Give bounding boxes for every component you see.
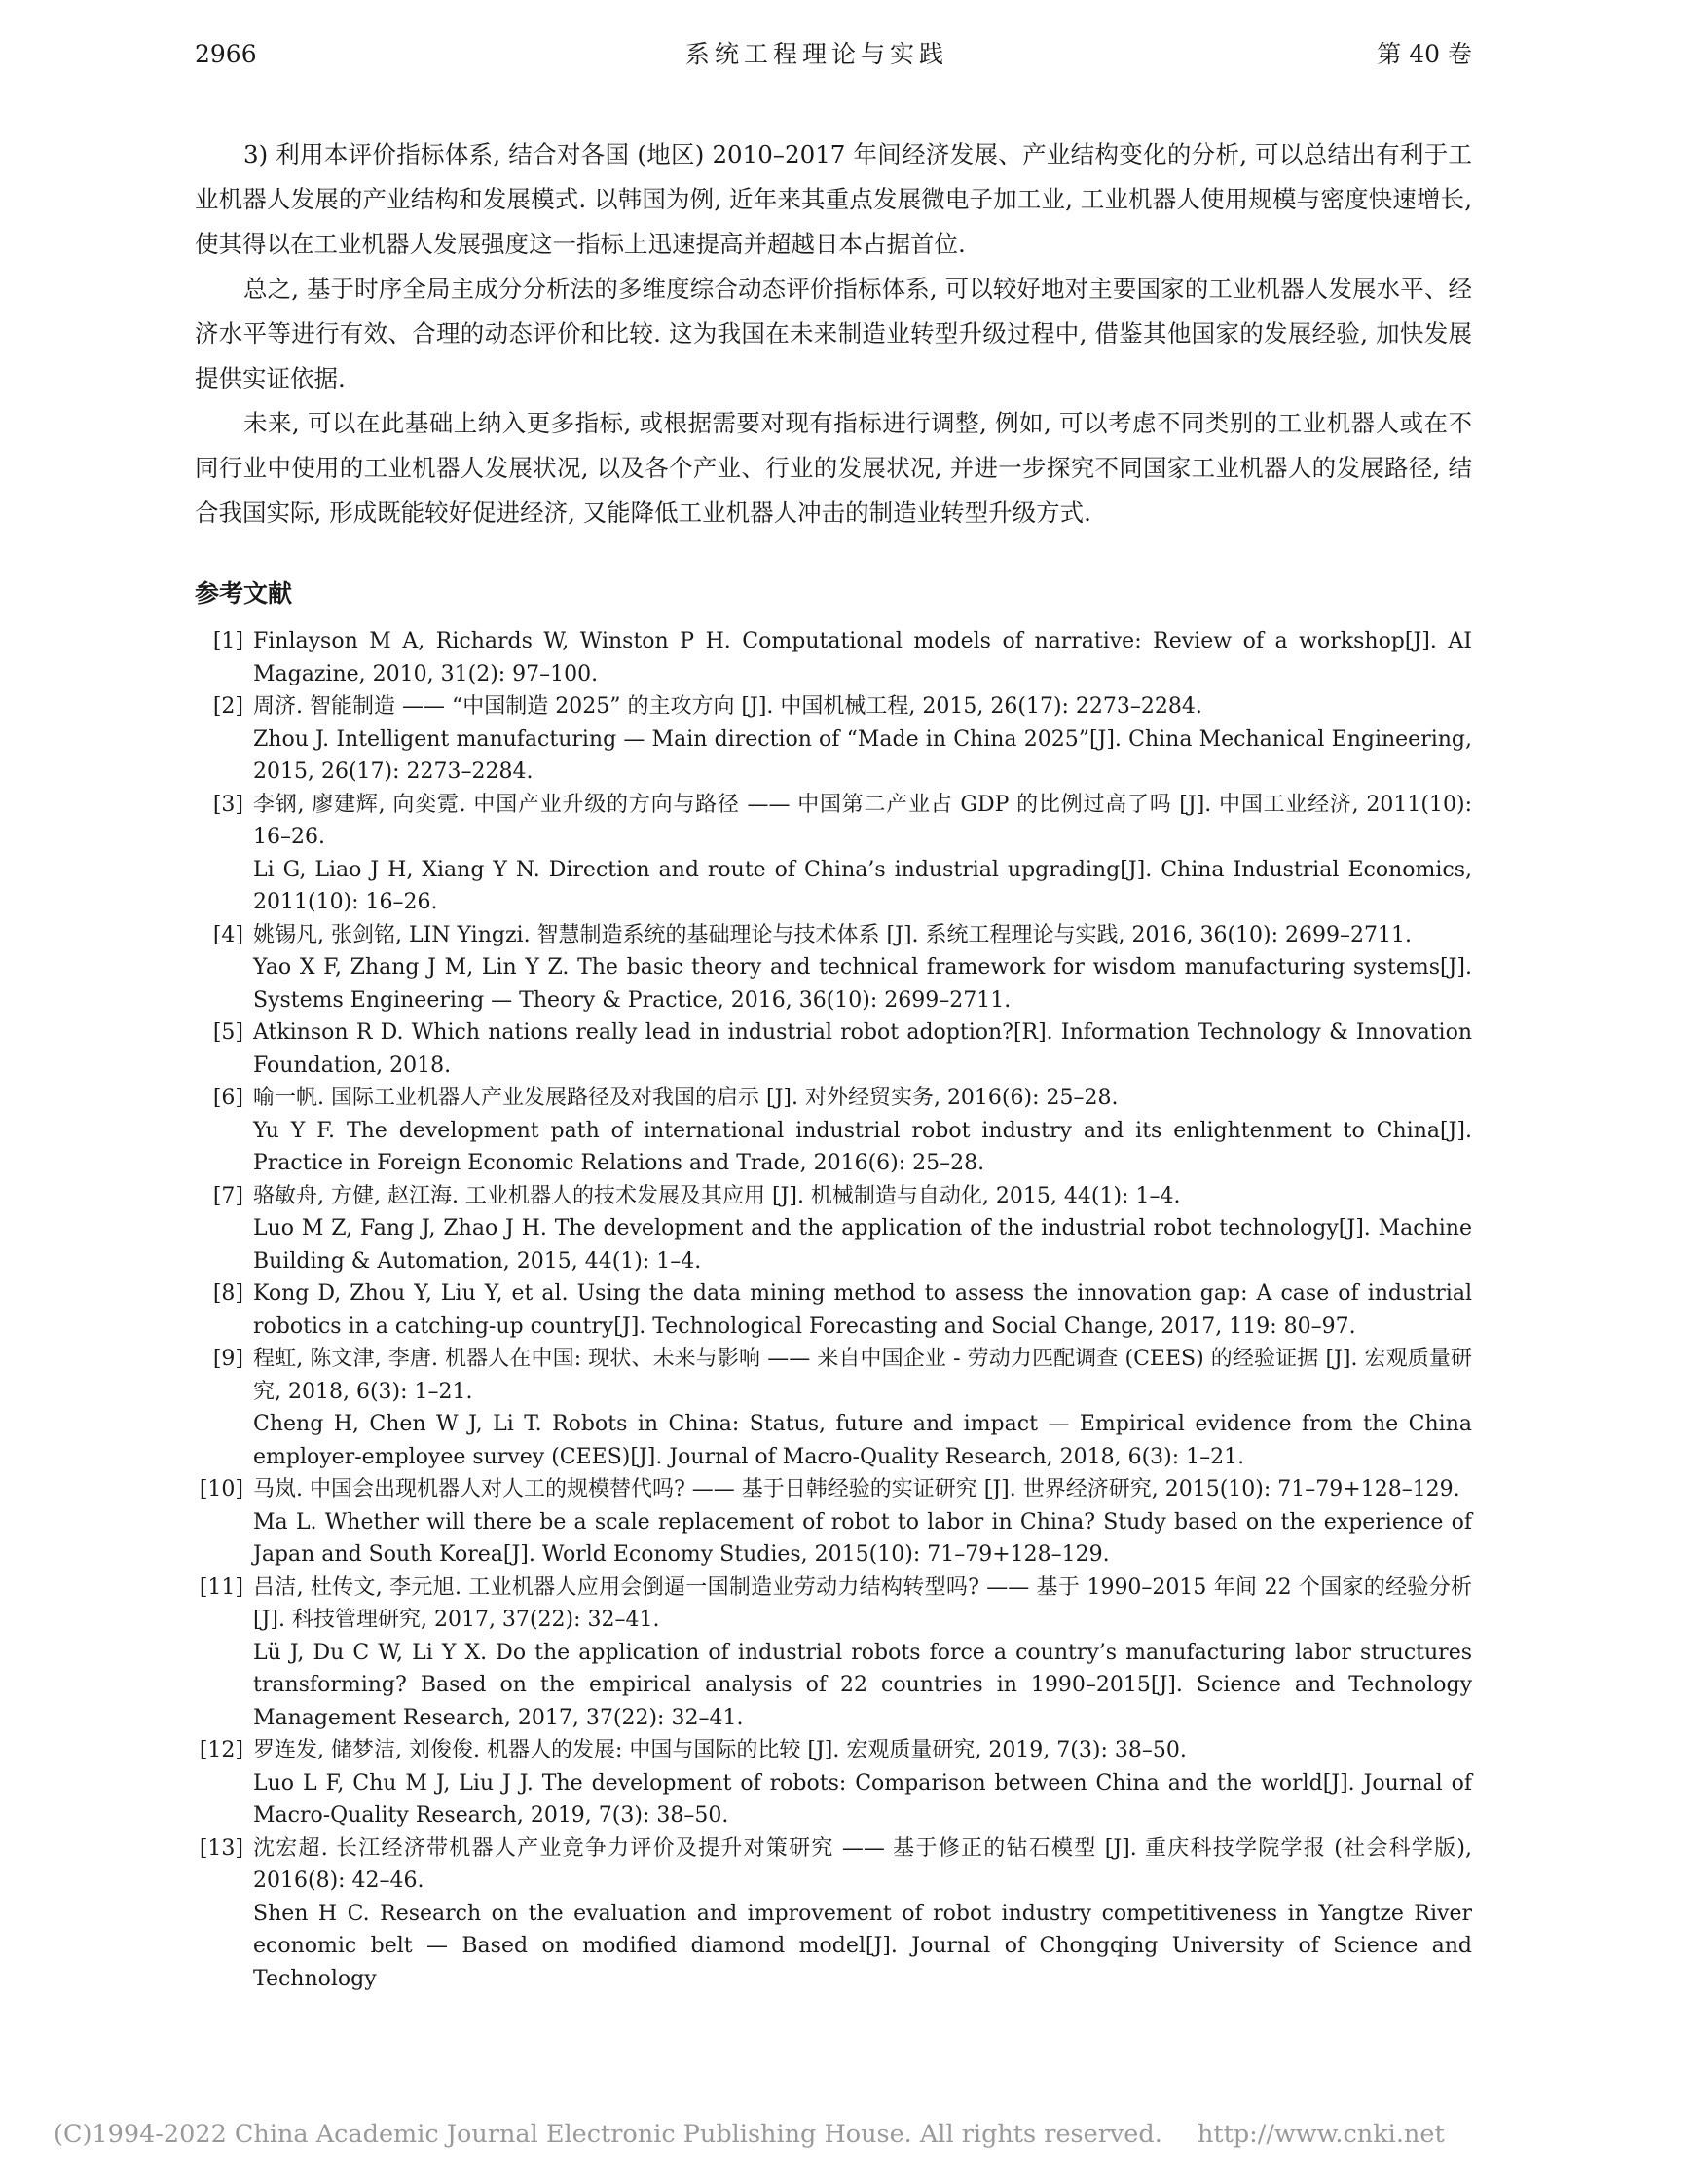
running-header — [195, 35, 1472, 74]
reference-item — [195, 625, 1472, 690]
reference-number: [4] — [212, 922, 243, 947]
reference-content — [243, 919, 1472, 1018]
reference-item — [195, 1017, 1472, 1082]
reference-item — [195, 919, 1472, 1018]
volume-label: 第 40 卷 — [1377, 40, 1472, 68]
reference-number: [10] — [199, 1477, 243, 1501]
footer-url: http://www.cnki.net — [1197, 2120, 1445, 2149]
reference-number: [13] — [199, 1835, 243, 1861]
reference-item — [195, 1734, 1472, 1832]
reference-line: 李钢, 廖建辉, 向奕霓. 中国产业升级的方向与路径 —— 中国第二产业占 GDP 的比例过高了吗 [J]. 中国工业经济, 2011(10): 16–26. — [253, 792, 1472, 849]
reference-line: Shen H C. Research on the evaluation and improvement of robot industry competitiveness in Yangtze River economic belt — Based on modified diamond model[J]. Journal of Chongqing University of Science and Technology — [253, 1901, 1472, 1991]
reference-line: Kong D, Zhou Y, Liu Y, et al. Using the data mining method to assess the innovation gap: A case of industrial robotics in a catching-up country[J]. Technological Forecasting and Social Change, 2017, 119: 80–97. — [253, 1281, 1472, 1339]
reference-line: Yu Y F. The development path of international industrial robot industry and its enlightenment to China[J]. Practice in Foreign Economic Relations and Trade, 2016(6): 25–28. — [253, 1118, 1472, 1175]
reference-number: [7] — [212, 1183, 243, 1208]
reference-number: [6] — [212, 1086, 243, 1110]
body-text — [195, 132, 1472, 536]
reference-content — [243, 1082, 1472, 1180]
reference-line: Ma L. Whether will there be a scale replacement of robot to labor in China? Study based on the experience of Japan and South Korea[J]. World Economy Studies, 2015(10): 71–79+128–129. — [253, 1509, 1472, 1567]
paragraph: 3) 利用本评价指标体系, 结合对各国 (地区) 2010–2017 年间经济发展、产业结构变化的分析, 可以总结出有利于工业机器人发展的产业结构和发展模式. 以韩国为例, 近年来其重点发展微电子加工业, 工业机器人使用规模与密度快速增长, 使其得以在工业机器人发展强度这一指标上迅速提高并超越日本占据首位. — [195, 140, 1472, 258]
references-heading: 参考文献 — [195, 579, 293, 608]
reference-number: [9] — [212, 1347, 243, 1371]
reference-number: [5] — [212, 1020, 243, 1045]
reference-item — [195, 690, 1472, 789]
reference-line: 吕洁, 杜传文, 李元旭. 工业机器人应用会倒逼一国制造业劳动力结构转型吗? —— 基于 1990–2015 年间 22 个国家的经验分析 [J]. 科技管理研究, 2017, 37(22): 32–41. — [253, 1574, 1472, 1632]
reference-number: [3] — [212, 792, 243, 817]
reference-item — [195, 1473, 1472, 1572]
reference-item — [195, 789, 1472, 919]
reference-item — [195, 1343, 1472, 1473]
reference-line: Li G, Liao J H, Xiang Y N. Direction and route of China’s industrial upgrading[J]. China Industrial Economics, 2011(10): 16–26. — [253, 857, 1472, 914]
reference-line: 喻一帆. 国际工业机器人产业发展路径及对我国的启示 [J]. 对外经贸实务, 2016(6): 25–28. — [253, 1086, 1119, 1110]
reference-line: Lü J, Du C W, Li Y X. Do the application of industrial robots force a country’s manufacturing labor structures transforming? Based on the empirical analysis of 22 countries in 1990–2015[J]. Science and Technology Management Research, 2017, 37(22): 32–41. — [253, 1640, 1472, 1730]
paragraph: 未来, 可以在此基础上纳入更多指标, 或根据需要对现有指标进行调整, 例如, 可以考虑不同类别的工业机器人或在不同行业中使用的工业机器人发展状况, 以及各个产业、行业的发展状况, 并进一步探究不同国家工业机器人的发展路径, 结合我国实际, 形成既能较好促进经济, 又能降低工业机器人冲击的制造业转型升级方式. — [195, 409, 1472, 527]
page — [195, 35, 1472, 1995]
reference-content — [243, 625, 1472, 690]
reference-number: [12] — [199, 1738, 243, 1762]
reference-content — [243, 1734, 1472, 1832]
reference-line: 马岚. 中国会出现机器人对人工的规模替代吗? —— 基于日韩经验的实证研究 [J]. 世界经济研究, 2015(10): 71–79+128–129. — [253, 1477, 1460, 1501]
reference-content — [243, 1572, 1472, 1735]
reference-line: 姚锡凡, 张剑铭, LIN Yingzi. 智慧制造系统的基础理论与技术体系 [J]. 系统工程理论与实践, 2016, 36(10): 2699–2711. — [253, 922, 1413, 947]
paragraph: 总之, 基于时序全局主成分分析法的多维度综合动态评价指标体系, 可以较好地对主要国家的工业机器人发展水平、经济水平等进行有效、合理的动态评价和比较. 这为我国在未来制造业转型升级过程中, 借鉴其他国家的发展经验, 加快发展提供实证依据. — [195, 275, 1472, 392]
reference-item — [195, 1180, 1472, 1278]
copyright-text: (C)1994-2022 China Academic Journal Electronic Publishing House. All rights reserved. — [54, 2120, 1162, 2149]
reference-content — [243, 1277, 1472, 1343]
reference-line: 罗连发, 储梦洁, 刘俊俊. 机器人的发展: 中国与国际的比较 [J]. 宏观质量研究, 2019, 7(3): 38–50. — [253, 1738, 1187, 1762]
reference-number: [8] — [212, 1281, 243, 1306]
reference-line: Atkinson R D. Which nations really lead in industrial robot adoption?[R]. Information Technology & Innovation Foundation, 2018. — [253, 1020, 1472, 1078]
reference-content — [243, 789, 1472, 919]
reference-line: Zhou J. Intelligent manufacturing — Main direction of “Made in China 2025”[J]. China Mechanical Engineering, 2015, 26(17): 2273–2284. — [253, 726, 1472, 784]
reference-content — [243, 1473, 1472, 1572]
reference-line: 沈宏超. 长江经济带机器人产业竞争力评价及提升对策研究 —— 基于修正的钻石模型 [J]. 重庆科技学院学报 (社会科学版), 2016(8): 42–46. — [253, 1835, 1472, 1893]
reference-line: Luo L F, Chu M J, Liu J J. The development of robots: Comparison between China and the world[J]. Journal of Macro-Quality Research, 2019, 7(3): 38–50. — [253, 1770, 1472, 1828]
reference-number: [2] — [212, 694, 243, 719]
copyright-footer — [54, 2120, 1445, 2149]
reference-content — [243, 1180, 1472, 1278]
reference-number: [1] — [212, 629, 243, 653]
page-number: 2966 — [195, 40, 257, 68]
reference-item — [195, 1082, 1472, 1180]
journal-title: 系统工程理论与实践 — [684, 40, 948, 68]
reference-line: Cheng H, Chen W J, Li T. Robots in China: Status, future and impact — Empirical evidence from the China employer-employee survey (CEES)[J]. Journal of Macro-Quality Research, 2018, 6(3): 1–21. — [253, 1412, 1472, 1469]
reference-item — [195, 1832, 1472, 1996]
reference-line: 周济. 智能制造 —— “中国制造 2025” 的主攻方向 [J]. 中国机械工程, 2015, 26(17): 2273–2284. — [253, 694, 1202, 719]
reference-number: [11] — [199, 1574, 243, 1600]
reference-item — [195, 1277, 1472, 1343]
reference-line: Luo M Z, Fang J, Zhao J H. The development and the application of the industrial robot technology[J]. Machine Building & Automation, 2015, 44(1): 1–4. — [253, 1216, 1472, 1274]
reference-item — [195, 1572, 1472, 1735]
reference-line: Finlayson M A, Richards W, Winston P H. Computational models of narrative: Review of a workshop[J]. AI Magazine, 2010, 31(2): 97–100. — [253, 629, 1472, 686]
reference-list — [195, 625, 1472, 1995]
reference-line: 骆敏舟, 方健, 赵江海. 工业机器人的技术发展及其应用 [J]. 机械制造与自动化, 2015, 44(1): 1–4. — [253, 1183, 1181, 1208]
reference-content — [243, 1832, 1472, 1996]
reference-content — [243, 1343, 1472, 1473]
reference-content — [243, 1017, 1472, 1082]
reference-line: 程虹, 陈文津, 李唐. 机器人在中国: 现状、未来与影响 —— 来自中国企业 - 劳动力匹配调查 (CEES) 的经验证据 [J]. 宏观质量研究, 2018, 6(3): 1–21. — [253, 1347, 1472, 1404]
reference-content — [243, 690, 1472, 789]
reference-line: Yao X F, Zhang J M, Lin Y Z. The basic theory and technical framework for wisdom manufacturing systems[J]. Systems Engineering — Theory & Practice, 2016, 36(10): 2699–2711. — [253, 955, 1472, 1013]
